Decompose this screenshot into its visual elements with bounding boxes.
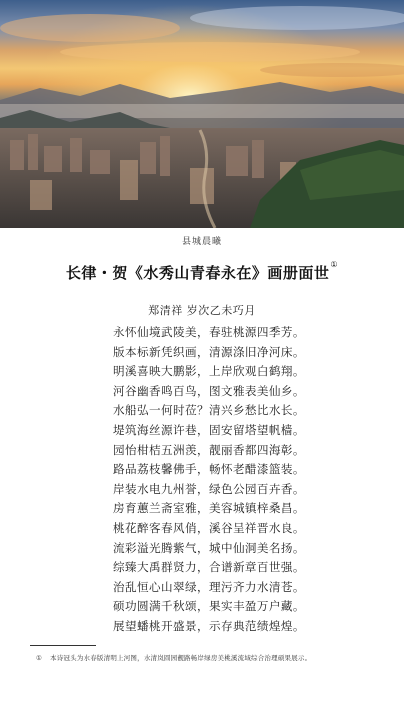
poem-line: 永怀仙境武陵美，春驻桃源四季芳。 [113, 325, 305, 339]
photo-caption: 县城晨曦 [181, 237, 222, 247]
poem-line: 综臻大禹群贤力，合谱新章百世强。 [113, 560, 305, 575]
poem-line: 水船弘一何时莅？清兴乡愁比水长。 [113, 403, 305, 418]
page-title [0, 262, 404, 283]
author-byline: 郑清祥 岁次乙未巧月 [148, 304, 256, 317]
title-note-mark: ① [330, 260, 339, 269]
poem-line: 展望蟠桃开盛景，示存典范绩煌煌。 [113, 618, 305, 633]
poem-line: 流彩溢光腾紫气，城中仙洞美名扬。 [113, 540, 305, 555]
footnote-text: 本诗冠头为水春版清明上河图，水清岚圆园靓路畅岸绿房美桃溪流域综合治理硕果展示。 [50, 654, 312, 662]
poem-line: 硕功圆满千秋颂，果实丰盈万户藏。 [113, 599, 305, 614]
poem-line: 园怡柑桔五洲羡，靓丽香都四海彰。 [113, 442, 305, 457]
hero-photo [0, 0, 404, 228]
poem-line: 房育蕙兰斋室雅，美容城镇梓桑昌。 [113, 501, 305, 516]
poem-line: 明溪喜映大鹏影，上岸欣观白鹤翔。 [113, 364, 305, 379]
footnote-divider [30, 645, 96, 646]
poem-line: 桃花醉客春风俏，溪谷呈祥晋水良。 [113, 520, 305, 535]
poem-line: 治乱恒心山翠绿，理污齐力水清苍。 [113, 579, 305, 594]
poem-body [113, 323, 403, 637]
page-title-text: 长律・贺《水秀山青春永在》画册面世 [65, 264, 330, 282]
footnote-mark: ① [36, 654, 43, 662]
poem-line: 版本标新凭织画，清源涤旧净河床。 [113, 344, 305, 359]
poem-line: 河谷幽香鸣百鸟，图文雅表美仙乡。 [113, 383, 305, 398]
poem-line: 堤筑海丝源许巷，固安留塔望帆樯。 [113, 422, 305, 437]
poem-line: 岸装水电九州誉，绿色公园百卉香。 [113, 481, 305, 496]
poem-line: 路品荔枝馨佛手，畅怀老醋漆篮装。 [113, 462, 305, 477]
city-sunrise-illustration [0, 0, 404, 228]
footnote [36, 653, 396, 662]
